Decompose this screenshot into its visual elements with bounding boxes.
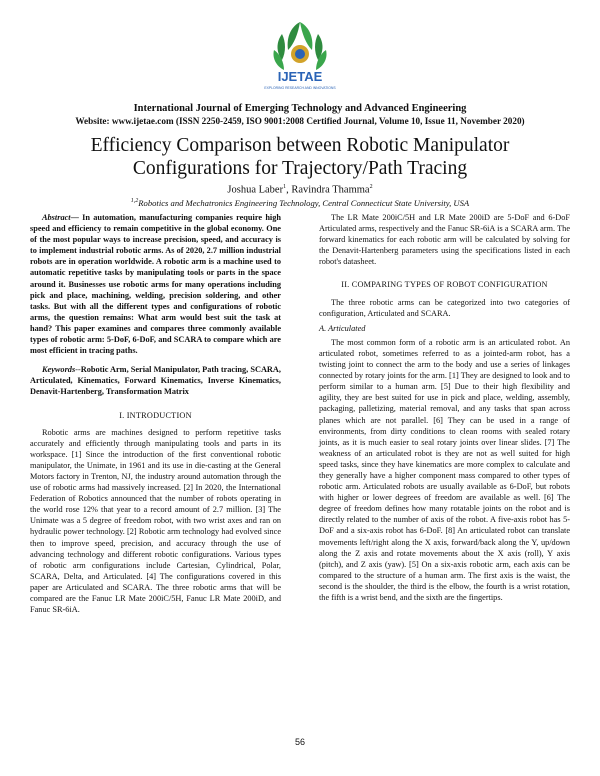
affiliation-text: Robotics and Mechatronics Engineering Technology, Central Connecticut State University, USA bbox=[138, 198, 470, 208]
logo-text: IJETAE bbox=[277, 69, 323, 84]
left-column bbox=[30, 212, 281, 615]
journal-subtitle: Website: www.ijetae.com (ISSN 2250-2459, ISO 9001:2008 Certified Journal, Volume 10, Issue 11, November 2020) bbox=[75, 116, 525, 126]
affiliation-sup: 1,2 bbox=[130, 198, 139, 205]
keywords-lead: Keywords-- bbox=[42, 365, 81, 375]
leaf-wreath-icon bbox=[273, 22, 326, 70]
abstract-body: In automation, manufacturing companies require high speed and efficiency to remain competitive in the global economy. One of the most popular ways to increase precision, speed, and accuracy is to implement industrial robotic arms. As of 2020, 2.7 million industrial robots are in operation worldwide. A robotic arm is a machine used to automatic repetitive tasks by manipulating tools or parts in the space around it. Businesses use robotic arms for many operations including pick and place, machining, welding, precision soldering, and other tasks. But with all the different types and configurations of robotic arms, the question remains: What arm would best suit the task at hand? This paper examines and compares three commonly available types of robotic arm: 5-DoF, 6-DoF, and SCARA to compare which are most efficient in tracing paths. bbox=[30, 213, 281, 356]
abstract bbox=[30, 212, 281, 356]
keywords bbox=[30, 364, 281, 397]
paper-title-line-1: Efficiency Comparison between Robotic Manipulator bbox=[90, 135, 510, 156]
paper-title-line-2: Configurations for Trajectory/Path Tracing bbox=[132, 158, 468, 179]
introduction-paragraph: Robotic arms are machines designed to perform repetitive tasks accurately and efficiently through manipulating tools and parts in its workspace. [1] Since the introduction of the first conventional robotic manipulator, the Unimate, in 1961 and its use in die-casting at the General Motors factory in Trenton, NJ, the industry around automation through the use of robotic arms had massively increased. [2] In 2020, the International Federation of Robotics announced that the number of robots operating in the world rose 12% that year to a record amount of 2.7 million. [3] The Unimate was a 5 degree of freedom robot, with two wrist axes and ran on hydraulic power technology. [2] Robotic arm technology had evolved since then to improve speed, precision, and accuracy through the use of advancing technology and different robotic configurations. Various types of robotic arm configurations include Cartesian, Cylindrical, Polar, SCARA, Delta, and Articulated. [4] The configurations covered in this paper are Articulated and SCARA. The three robotic arms that will be compared are the Fanuc LR Mate 200iC/5H, Fanuc LR Mate 200iD, and Fanuc SR-6iA. bbox=[30, 427, 281, 615]
subsection-heading-articulated: A. Articulated bbox=[319, 323, 366, 333]
author-1-sup: 1 bbox=[283, 184, 287, 190]
page-number: 56 bbox=[294, 737, 305, 747]
body-paragraph-1: The LR Mate 200iC/5H and LR Mate 200iD are 5-DoF and 6-DoF Articulated arms, respectively and the Fanuc SR-6iA is a SCARA arm. The forward kinematics for each robotic arm will be calculated by solving for the Denavit-Hartenberg parameters using the specifications listed in each robot's datasheet. bbox=[319, 213, 570, 267]
author-separator: , bbox=[286, 184, 292, 196]
paper-title bbox=[60, 134, 540, 180]
section-heading-introduction: I. INTRODUCTION bbox=[119, 410, 192, 420]
keywords-body: Robotic Arm, Serial Manipulator, Path tracing, SCARA, Articulated, Kinematics, Forward Kinematics, Inverse Kinematics, Denavit-Hartenberg, Transformation Matrix bbox=[30, 365, 281, 397]
right-column bbox=[319, 212, 570, 603]
journal-logo bbox=[262, 16, 338, 92]
body-paragraph-2: The three robotic arms can be categorized into two categories of configuration, Articulated and SCARA. bbox=[319, 297, 570, 318]
body-paragraph-3: The most common form of a robotic arm is an articulated robot. An articulated robot, sometimes referred to as a jointed-arm robot, has a twisting joint to connect the arm to the body and use a series of linkages connected by rotary joints for the arm. [1] They are designed to look and to perform similar to a human arm. [5] Due to their high flexibility and agility, they are best suited for use in pick and place, welding, assembly, packaging, palletizing, material removal, and any tasks that span across planes which are not parallel. [6] They can be used in a range of environments, from dirty conditions to clean rooms with sealed rotary joints, as it is much easier to seal rotary joints over linear slides. [7] The weakness of an articulated robot is they are not as well suited for high speed tasks, since they have kinematics are more complex to calculate and they generally have a higher component mass compared to other types of robotic arm. Articulated robots are usually available as 6-DoF, but robots with higher or lower degrees of freedom are available as well. [6] The degree of freedom defines how many rotatable joints on the robot and is directly related to the number of axis of the robot. A five-axis robot has 5-DoF and a six-axis robot has 6-DoF. [8] An articulated robot can translate movements left/right along the X axis, forward/back along the Y, up/down along the Z axis and rotate movements about the X axis (roll), Y axis (pitch), and Z axis (yaw). [5] On a six-axis robotic arm, each axis can be compared to the structure of a human arm. The first axis is the waist, the second is the shoulder, the third is the elbow, the fourth is a wrist rotation, the fifth is a wrist bend, and the sixth are the fingertips. bbox=[319, 337, 570, 602]
abstract-lead: Abstract— bbox=[42, 213, 79, 222]
journal-title: International Journal of Emerging Technology and Advanced Engineering bbox=[133, 103, 467, 114]
logo-tagline: EXPLORING RESEARCH AND INNOVATIONS bbox=[264, 86, 336, 90]
author-2: Ravindra Thamma bbox=[291, 184, 370, 196]
author-2-sup: 2 bbox=[369, 184, 373, 190]
section-heading-robot-configuration: II. COMPARING TYPES OF ROBOT CONFIGURATION bbox=[341, 280, 548, 290]
authors bbox=[0, 184, 600, 196]
affiliation bbox=[0, 198, 600, 208]
author-1: Joshua Laber bbox=[227, 184, 284, 196]
